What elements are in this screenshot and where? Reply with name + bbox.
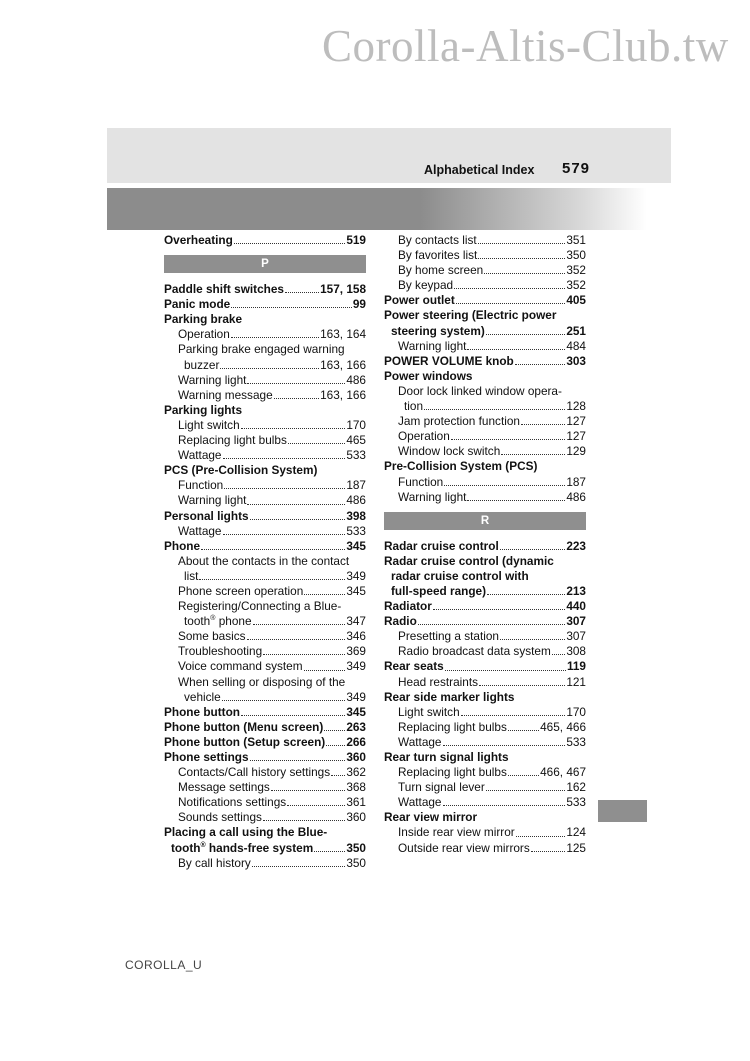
dot-leader (263, 810, 345, 821)
index-entry (384, 293, 586, 308)
index-entry-term: Contacts/Call history settings (178, 765, 331, 780)
index-entry-term: Wattage (398, 795, 442, 810)
dot-leader (478, 248, 565, 259)
index-entry-term: Rear side marker lights (384, 689, 515, 704)
index-entry-term: By home screen (398, 263, 484, 278)
dot-leader (451, 429, 566, 440)
dot-leader (531, 841, 566, 852)
index-entry-term: Parking lights (164, 402, 243, 417)
index-entry-page: 170 (346, 417, 366, 432)
index-entry-term: By contacts list (398, 233, 477, 247)
index-entry-term: Power steering (Electric power (384, 308, 557, 323)
index-entry (384, 459, 586, 474)
dot-leader (552, 644, 566, 655)
index-entry (384, 384, 586, 399)
index-entry (384, 475, 586, 490)
index-entry-term: About the contacts in the contact (178, 553, 350, 568)
index-entry (164, 403, 366, 418)
dot-leader (314, 841, 345, 852)
index-entry (384, 825, 586, 840)
index-entry (384, 539, 586, 554)
index-entry-page: 345 (346, 583, 366, 598)
index-entry-page: 127 (566, 429, 586, 444)
index-entry-page: 350 (566, 248, 586, 263)
index-entry-page: 368 (346, 780, 366, 795)
index-entry-page: 533 (346, 448, 366, 463)
index-entry (164, 690, 366, 705)
index-entry (164, 675, 366, 690)
index-entry (164, 569, 366, 584)
index-entry-term: Light switch (398, 704, 460, 719)
index-entry-term: Function (178, 478, 224, 493)
index-entry-term: By favorites list (398, 248, 478, 263)
index-entry (164, 524, 366, 539)
index-entry (384, 444, 586, 459)
index-entry-term: Wattage (178, 523, 222, 538)
index-entry-term: Replacing light bulbs (398, 765, 507, 780)
index-entry-term: full-speed range) (391, 583, 487, 598)
index-entry-term: Phone button (164, 704, 241, 719)
index-entry-page: 352 (566, 278, 586, 293)
index-entry (384, 399, 586, 414)
index-entry-page: 350 (346, 840, 366, 855)
dot-leader (515, 354, 566, 365)
index-entry (164, 599, 366, 614)
index-entry (384, 810, 586, 825)
index-entry-term: vehicle (184, 689, 221, 704)
index-entry-term: Function (398, 474, 444, 489)
index-entry-term: Rear seats (384, 659, 444, 674)
dot-leader (324, 720, 345, 731)
dot-leader (241, 705, 345, 716)
index-entry-term: Warning light (178, 493, 247, 508)
index-entry (384, 644, 586, 659)
dot-leader (250, 509, 346, 520)
index-letter-heading: P (164, 255, 366, 273)
dot-leader (484, 263, 565, 274)
index-entry-term: radar cruise control with (391, 568, 529, 583)
index-entry-term: Power windows (384, 368, 473, 383)
dot-leader (271, 780, 346, 791)
dot-leader (231, 297, 352, 308)
index-entry-term: When selling or disposing of the (178, 674, 346, 689)
dot-leader (285, 282, 319, 293)
index-entry-term: Jam protection function (398, 414, 520, 429)
index-entry-page: 121 (566, 674, 586, 689)
dot-leader (224, 478, 345, 489)
dot-leader (443, 735, 566, 746)
index-entry-page: 352 (566, 263, 586, 278)
index-entry (164, 418, 366, 433)
index-entry (164, 765, 366, 780)
dot-leader (516, 825, 566, 836)
dot-leader (274, 388, 319, 399)
index-entry (384, 841, 586, 856)
index-entry-page: 350 (346, 855, 366, 870)
dot-leader (220, 358, 319, 369)
index-entry (164, 493, 366, 508)
index-entry (384, 705, 586, 720)
index-entry (164, 856, 366, 871)
index-entry-page: 484 (566, 338, 586, 353)
index-entry-term: Wattage (178, 448, 222, 463)
index-entry-term: Presetting a station (398, 629, 499, 644)
index-entry (164, 358, 366, 373)
index-entry-page: 533 (346, 523, 366, 538)
index-entry (384, 780, 586, 795)
index-entry (164, 841, 366, 856)
index-entry-page: 465, 466 (540, 719, 586, 734)
dot-leader (508, 720, 539, 731)
index-entry (164, 539, 366, 554)
index-entry-term: Troubleshooting (178, 644, 263, 659)
dot-leader (252, 856, 346, 867)
index-entry-term: Notifications settings (178, 795, 287, 810)
index-entry-page: 347 (346, 614, 366, 629)
index-entry-page: 187 (346, 478, 366, 493)
index-entry (164, 705, 366, 720)
index-entry-page: 361 (346, 795, 366, 810)
dot-leader (241, 418, 346, 429)
index-entry-page: 533 (566, 795, 586, 810)
index-entry (164, 448, 366, 463)
dot-leader (424, 399, 565, 410)
dot-leader (500, 629, 565, 640)
index-entry-term: Panic mode (164, 297, 231, 312)
index-entry (164, 780, 366, 795)
page-number: 579 (562, 160, 591, 177)
index-entry-term: Some basics (178, 629, 246, 644)
index-entry-term: Radio (384, 614, 417, 629)
dot-leader (199, 569, 345, 580)
header-gradient-bar (107, 188, 647, 230)
dot-leader (287, 795, 345, 806)
index-entry-term: POWER VOLUME knob (384, 353, 514, 368)
index-entry (384, 675, 586, 690)
dot-leader (201, 539, 345, 550)
index-entry-page: 213 (566, 583, 586, 598)
index-entry (164, 795, 366, 810)
dot-leader (445, 659, 566, 670)
index-entry-page: 266 (346, 734, 366, 749)
index-entry-term: steering system) (391, 323, 485, 338)
index-entry (384, 554, 586, 569)
index-entry (384, 233, 586, 248)
index-entry (384, 735, 586, 750)
index-entry-term: Message settings (178, 780, 270, 795)
dot-leader (304, 659, 346, 670)
dot-leader (418, 614, 566, 625)
index-entry-page: 345 (346, 538, 366, 553)
index-entry (164, 584, 366, 599)
index-entry-term: By keypad (398, 278, 454, 293)
index-entry-term: Phone button (Setup screen) (164, 734, 326, 749)
index-entry-term: buzzer (184, 357, 220, 372)
index-entry (164, 478, 366, 493)
dot-leader (501, 444, 565, 455)
index-entry-term: Warning message (178, 387, 273, 402)
index-entry-term: tooth® phone (184, 614, 252, 629)
index-entry-term: Operation (178, 327, 230, 342)
index-entry (384, 339, 586, 354)
index-entry (164, 509, 366, 524)
index-entry (384, 490, 586, 505)
index-entry-term: Wattage (398, 734, 442, 749)
dot-leader (326, 735, 345, 746)
index-entry-page: 170 (566, 704, 586, 719)
index-entry-page: 519 (346, 233, 366, 247)
dot-leader (223, 524, 346, 535)
index-letter-heading: R (384, 512, 586, 530)
index-entry-page: 349 (346, 689, 366, 704)
dot-leader (231, 327, 319, 338)
index-entry-term: Pre-Collision System (PCS) (384, 459, 538, 474)
index-entry (384, 629, 586, 644)
index-column-right (384, 233, 586, 856)
index-entry-term: Phone screen operation (178, 583, 304, 598)
index-entry (384, 795, 586, 810)
index-entry-page: 533 (566, 734, 586, 749)
index-entry-term: Operation (398, 429, 450, 444)
index-entry-term: Voice command system (178, 659, 303, 674)
index-entry-term: Replacing light bulbs (398, 719, 507, 734)
index-entry-term: Phone (164, 538, 201, 553)
dot-leader (223, 448, 346, 459)
index-entry-term: PCS (Pre-Collision System) (164, 463, 318, 478)
watermark-text: Corolla-Altis-Club.tw (322, 21, 729, 71)
index-entry (164, 297, 366, 312)
index-entry-term: Light switch (178, 417, 240, 432)
index-entry (164, 735, 366, 750)
index-entry (384, 324, 586, 339)
dot-leader (500, 539, 566, 550)
index-entry-page: 486 (566, 489, 586, 504)
index-entry-page: 405 (566, 293, 586, 308)
index-entry (384, 248, 586, 263)
dot-leader (444, 475, 565, 486)
index-entry-page: 125 (566, 840, 586, 855)
index-entry (384, 765, 586, 780)
dot-leader (454, 278, 565, 289)
dot-leader (247, 493, 345, 504)
index-entry (164, 327, 366, 342)
index-entry (384, 569, 586, 584)
index-entry-page: 162 (566, 780, 586, 795)
index-entry-term: Registering/Connecting a Blue- (178, 599, 342, 614)
index-entry-page: 124 (566, 825, 586, 840)
index-entry-term: Overheating (164, 233, 233, 247)
index-entry-term: Warning light (398, 338, 467, 353)
index-entry (164, 750, 366, 765)
dot-leader (467, 339, 565, 350)
index-entry-term: Radar cruise control (dynamic (384, 553, 554, 568)
index-entry-page: 307 (566, 614, 586, 629)
dot-leader (479, 675, 565, 686)
dot-leader (234, 233, 345, 244)
index-entry-term: Radiator (384, 599, 432, 614)
dot-leader (443, 795, 566, 806)
dot-leader (250, 750, 346, 761)
dot-leader (253, 614, 346, 625)
index-entry-term: Power outlet (384, 293, 455, 308)
index-entry-page: 346 (346, 629, 366, 644)
index-entry-term: Phone button (Menu screen) (164, 719, 324, 734)
index-entry (164, 233, 366, 248)
index-entry-page: 307 (566, 629, 586, 644)
index-entry-page: 486 (346, 493, 366, 508)
dot-leader (433, 599, 565, 610)
index-entry (164, 825, 366, 840)
index-entry (384, 308, 586, 323)
index-entry (164, 720, 366, 735)
index-entry-term: Inside rear view mirror (398, 825, 515, 840)
index-entry (164, 373, 366, 388)
index-entry-page: 223 (566, 538, 586, 553)
index-entry-page: 345 (346, 704, 366, 719)
index-entry-page: 129 (566, 444, 586, 459)
index-entry (384, 659, 586, 674)
index-entry-term: Outside rear view mirrors (398, 840, 530, 855)
dot-leader (461, 705, 566, 716)
index-entry-page: 466, 467 (540, 765, 586, 780)
dot-leader (304, 584, 345, 595)
index-entry-term: Warning light (398, 489, 467, 504)
index-entry-page: 440 (566, 599, 586, 614)
index-entry (164, 388, 366, 403)
dot-leader (247, 629, 346, 640)
index-entry (384, 750, 586, 765)
index-entry-page: 308 (566, 644, 586, 659)
index-entry-term: Door lock linked window opera- (398, 383, 562, 398)
index-entry (384, 263, 586, 278)
footer-model-code: COROLLA_U (125, 958, 203, 972)
index-entry-page: 486 (346, 372, 366, 387)
index-entry-page: 187 (566, 474, 586, 489)
index-entry-page: 398 (346, 508, 366, 523)
index-entry-term: Rear turn signal lights (384, 750, 509, 764)
index-entry-term: Phone settings (164, 750, 249, 764)
index-entry-page: 349 (346, 659, 366, 674)
index-entry-term: Warning light (178, 372, 247, 387)
dot-leader (288, 433, 345, 444)
chapter-tab (598, 800, 647, 822)
index-entry-page: 163, 164 (320, 327, 366, 342)
index-entry (384, 354, 586, 369)
index-entry-page: 128 (566, 399, 586, 414)
index-entry-term: tooth® hands-free system (171, 840, 314, 855)
dot-leader (456, 293, 566, 304)
index-entry (384, 690, 586, 705)
index-entry-term: Turn signal lever (398, 780, 485, 795)
index-entry-page: 119 (566, 659, 586, 674)
dot-leader (222, 690, 346, 701)
index-entry-term: Paddle shift switches (164, 282, 284, 297)
section-title: Alphabetical Index (424, 163, 535, 177)
index-entry-term: Radio broadcast data system (398, 644, 551, 659)
index-entry-term: Rear view mirror (384, 810, 478, 825)
index-entry-page: 303 (566, 353, 586, 368)
index-entry (384, 614, 586, 629)
index-entry-page: 360 (346, 750, 366, 764)
index-entry-term: Personal lights (164, 508, 249, 523)
index-entry (164, 614, 366, 629)
index-entry (164, 342, 366, 357)
index-entry-term: Window lock switch (398, 444, 501, 459)
index-column-left (164, 233, 366, 871)
index-entry (164, 810, 366, 825)
index-entry-page: 99 (352, 297, 366, 312)
index-entry (164, 554, 366, 569)
dot-leader (486, 780, 566, 791)
index-entry-page: 362 (346, 765, 366, 780)
index-entry (384, 414, 586, 429)
index-entry-page: 349 (346, 568, 366, 583)
dot-leader (247, 373, 345, 384)
index-entry-term: Placing a call using the Blue- (164, 825, 328, 840)
index-entry-page: 263 (346, 719, 366, 734)
index-entry-page: 465 (346, 433, 366, 448)
index-entry-page: 157, 158 (320, 282, 366, 297)
index-entry (384, 584, 586, 599)
index-entry-page: 163, 166 (320, 387, 366, 402)
dot-leader (331, 765, 345, 776)
index-entry-term: Head restraints (398, 674, 478, 689)
index-entry-page: 251 (566, 323, 586, 338)
index-entry (164, 312, 366, 327)
index-entry (164, 282, 366, 297)
dot-leader (486, 324, 566, 335)
index-entry (164, 463, 366, 478)
dot-leader (487, 584, 565, 595)
index-entry (384, 720, 586, 735)
dot-leader (508, 765, 539, 776)
index-entry-term: list (184, 568, 199, 583)
index-entry-term: Parking brake (164, 312, 243, 327)
index-entry-term: Replacing light bulbs (178, 433, 287, 448)
dot-leader (478, 233, 566, 244)
index-entry-page: 351 (566, 233, 586, 247)
index-entry-term: Parking brake engaged warning (178, 342, 345, 357)
index-entry-page: 360 (346, 810, 366, 825)
index-entry-term: Radar cruise control (384, 538, 499, 553)
index-entry (164, 433, 366, 448)
index-entry (164, 644, 366, 659)
index-entry-term: Sounds settings (178, 810, 262, 825)
dot-leader (521, 414, 565, 425)
index-entry-term: By call history (178, 855, 251, 870)
index-entry (384, 429, 586, 444)
index-entry-term: tion (404, 399, 424, 414)
index-entry (164, 659, 366, 674)
index-entry (384, 369, 586, 384)
index-entry-page: 369 (346, 644, 366, 659)
index-entry-page: 127 (566, 414, 586, 429)
index-entry (384, 599, 586, 614)
index-entry (384, 278, 586, 293)
dot-leader (467, 490, 565, 501)
index-entry-page: 163, 166 (320, 357, 366, 372)
dot-leader (263, 644, 345, 655)
index-entry (164, 629, 366, 644)
